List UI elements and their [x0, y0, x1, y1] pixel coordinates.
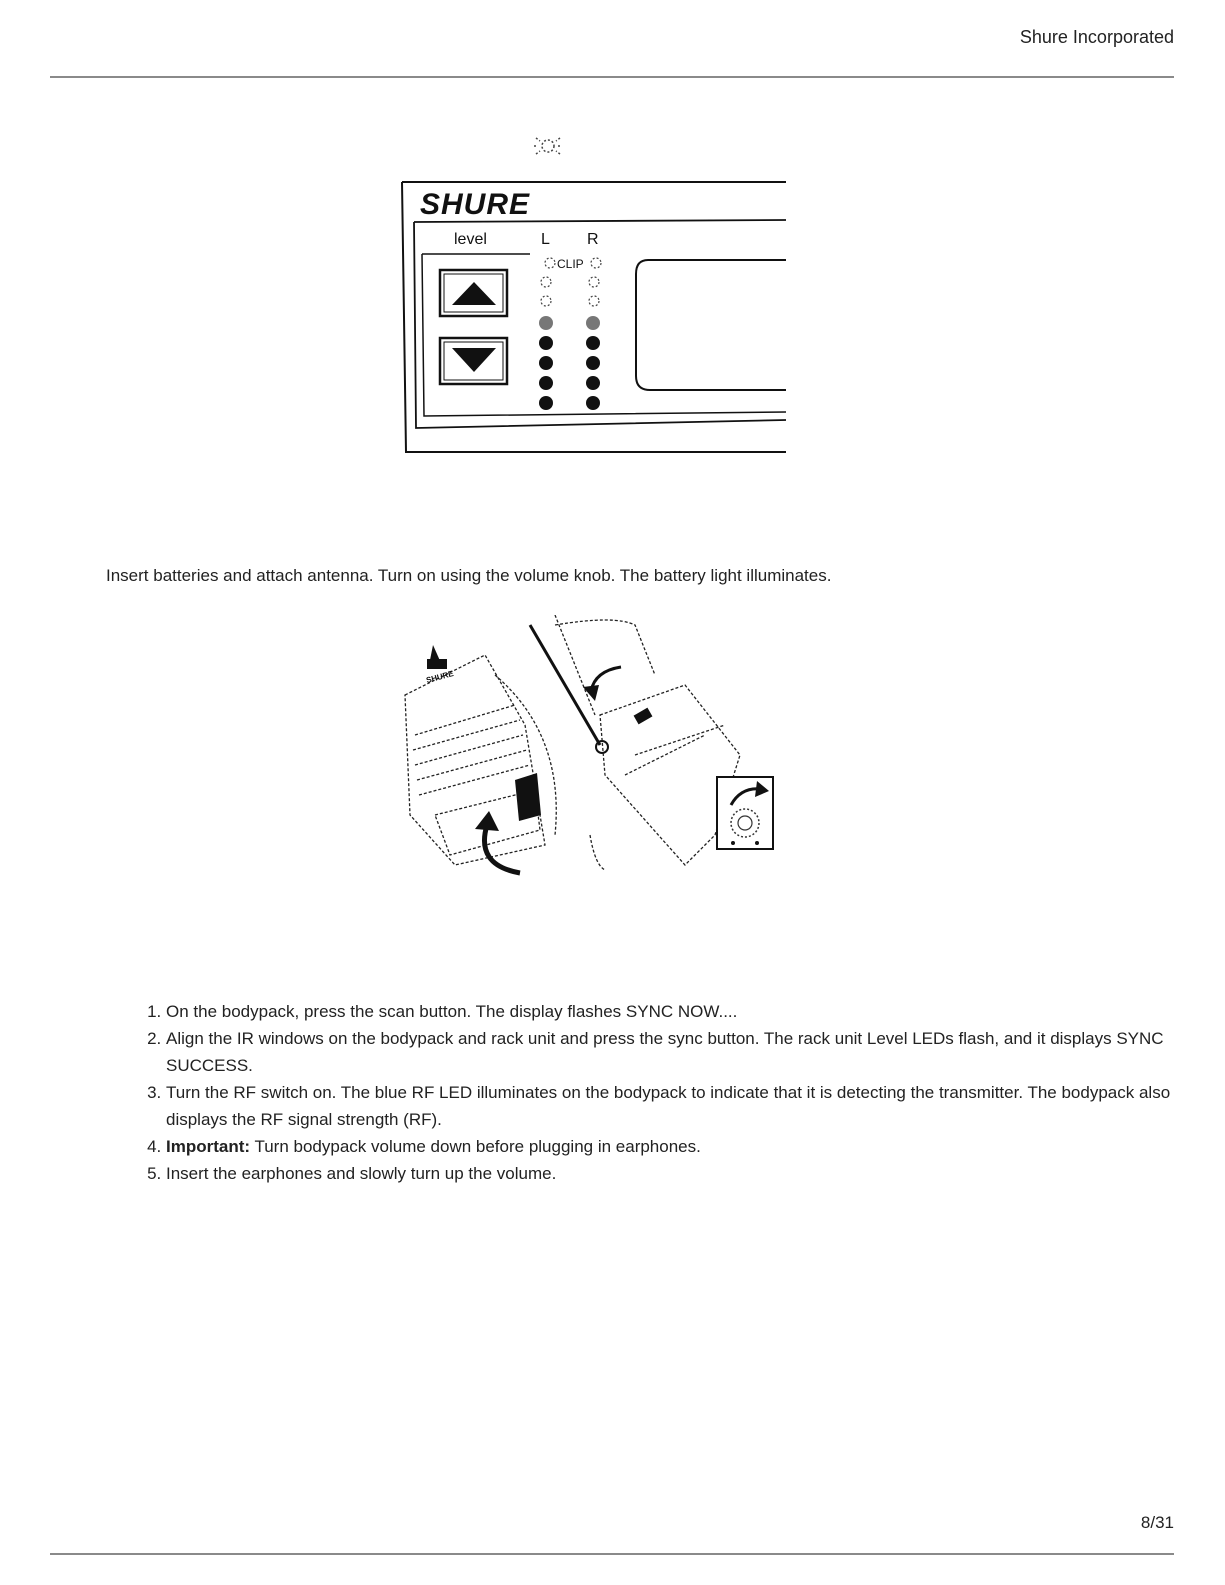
footer-rule	[50, 1553, 1174, 1555]
rack-brand-logo: SHURE	[420, 188, 531, 221]
level-down-button	[440, 338, 507, 384]
level-up-button	[440, 270, 507, 316]
bodypack-front-view	[555, 620, 740, 870]
level-label: level	[454, 231, 487, 248]
header-rule	[50, 76, 1174, 78]
bodypack-illustration	[395, 615, 785, 885]
list-item	[166, 1160, 1176, 1187]
step-4-emphasis: Important:	[166, 1137, 251, 1156]
step-4-text: Turn bodypack volume down before plugging in earphones.	[250, 1137, 701, 1156]
right-channel-label: R	[587, 231, 599, 248]
sync-flash-icon	[534, 138, 562, 154]
rack-unit-illustration	[400, 128, 786, 460]
intro-paragraph: Insert batteries and attach antenna. Turn on using the volume knob. The battery light illuminates.	[106, 566, 832, 585]
setup-steps-list	[106, 998, 1176, 1187]
display-window	[636, 260, 786, 390]
level-led-column-left	[539, 316, 553, 410]
step-3-text: Turn the RF switch on. The blue RF LED illuminates on the bodypack to indicate that it is detecting the transmitter. The bodypack also displays the RF signal strength (RF).	[166, 1083, 1171, 1129]
left-channel-label: L	[541, 231, 550, 248]
bodypack-brand-logo: SHURE	[425, 668, 455, 685]
list-item	[166, 1079, 1176, 1133]
antenna-icon	[530, 625, 600, 745]
battery-insert-arrow	[484, 825, 520, 873]
step-5-text: Insert the earphones and slowly turn up the volume.	[166, 1164, 557, 1183]
list-item	[166, 1133, 1176, 1160]
step-1-text: On the bodypack, press the scan button. The display flashes SYNC NOW....	[166, 1002, 738, 1021]
page-number: 8/31	[1140, 1513, 1174, 1532]
step-2-text: Align the IR windows on the bodypack and rack unit and press the sync button. The rack unit Level LEDs flash, and it displays SYNC SUCCESS.	[166, 1029, 1164, 1075]
header-company-name: Shure Incorporated	[1019, 27, 1174, 47]
list-item	[166, 998, 1176, 1025]
list-item	[166, 1025, 1176, 1079]
level-led-column-right	[586, 316, 600, 410]
volume-knob-inset	[717, 777, 773, 849]
clip-label: CLIP	[557, 257, 584, 271]
